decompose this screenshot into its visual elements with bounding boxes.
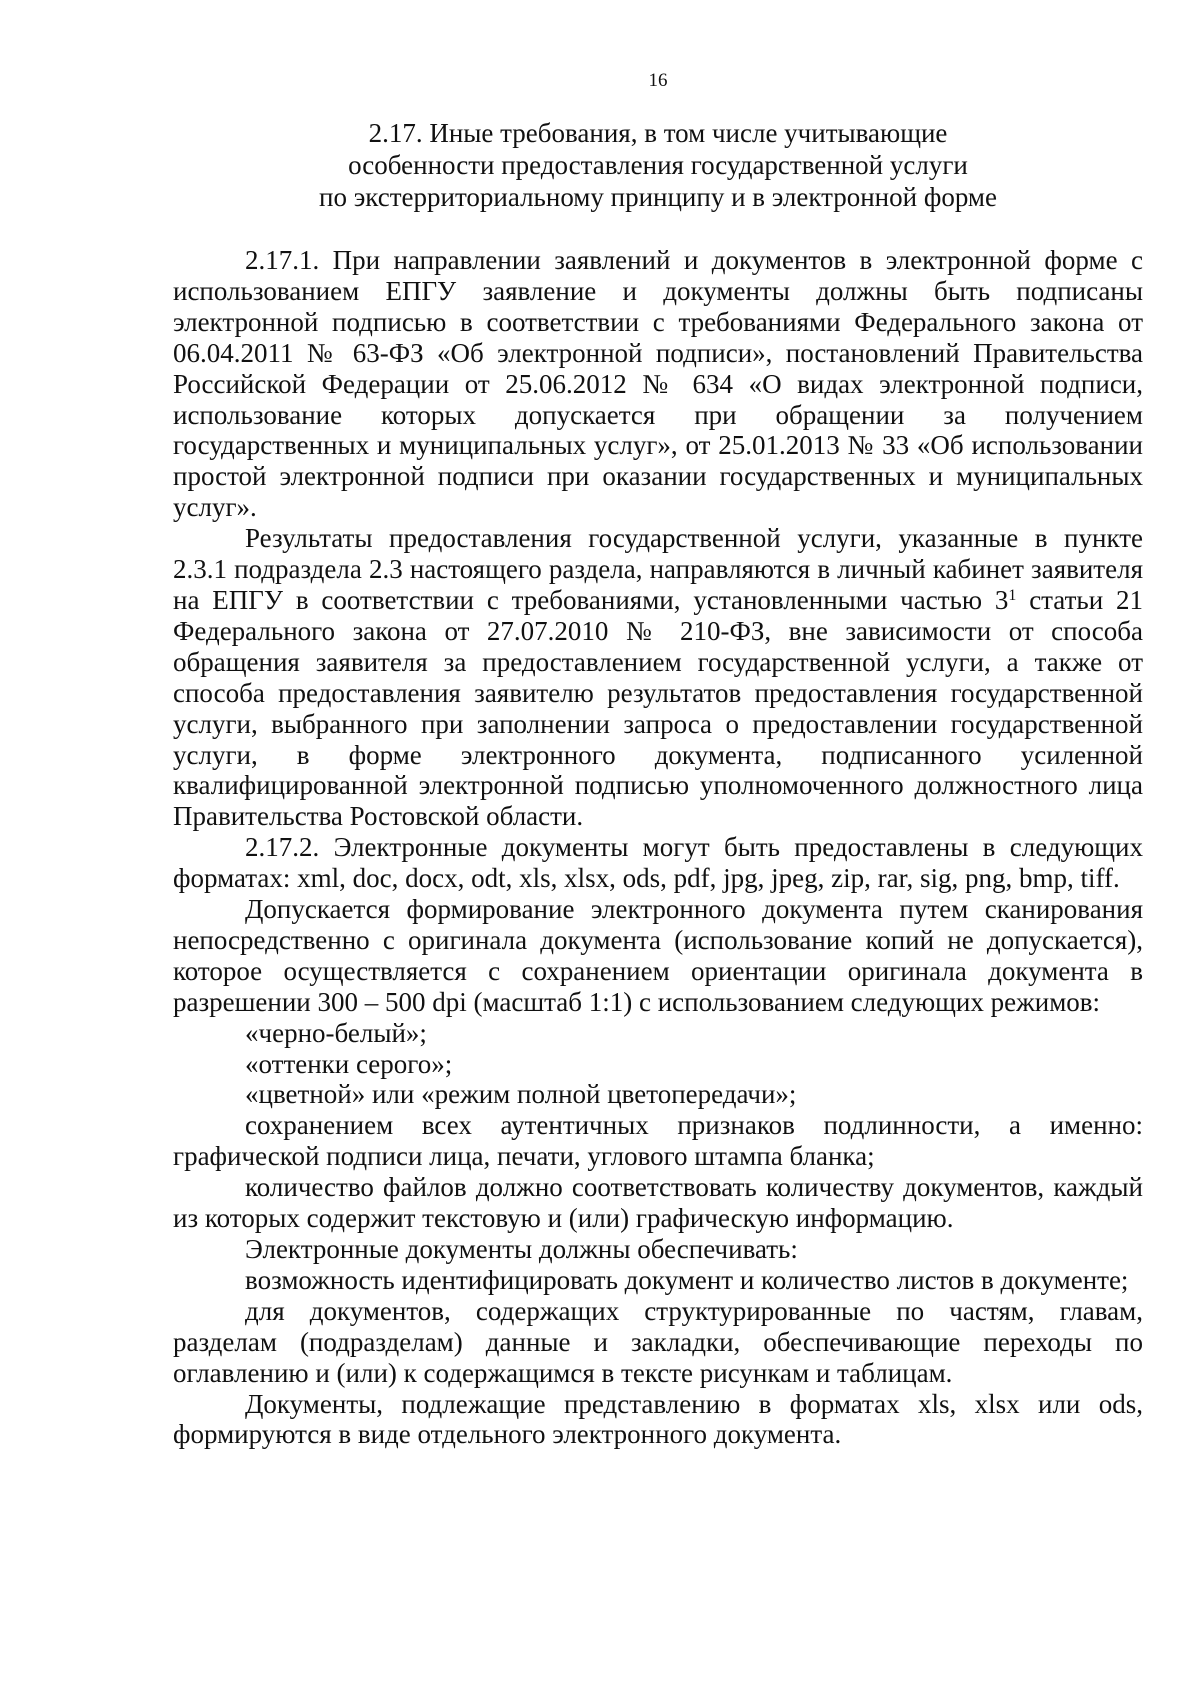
section-heading-line-1: 2.17. Иные требования, в том числе учитывающие — [368, 118, 948, 148]
paragraph-2-17-1: 2.17.1. При направлении заявлений и документов в электронной форме с использованием ЕПГУ заявление и документы должны быть подписаны электронной подписью в соответствии с требованиями Федерального закона от 06.04.2011 № 63-ФЗ «Об электронной подписи», постановлений Правительства Российской Федерации от 25.06.2012 № 634 «О видах электронной подписи, использование которых допускается при обращении за получением государственных и муниципальных услуг», от 25.01.2013 № 33 «Об использовании простой электронной подписи при оказании государственных и муниципальных услуг». — [173, 245, 1143, 523]
paragraph-2-17-2: 2.17.2. Электронные документы могут быть предоставлены в следующих форматах: xml, doc, docx, odt, xls, xlsx, ods, pdf, jpg, jpeg, zip, rar, sig, png, bmp, tiff. — [173, 832, 1143, 894]
paragraph-spreadsheet-formats: Документы, подлежащие представлению в форматах xls, xlsx или ods, формируются в виде отдельного электронного документа. — [173, 1388, 1143, 1450]
list-item-grayscale: «оттенки серого»; — [245, 1048, 453, 1079]
list-item-identify-document: возможность идентифицировать документ и количество листов в документе; — [245, 1264, 1129, 1295]
paragraph-results-text-start: Результаты предоставления государственной услуги, указанные в пункте 2.3.1 подраздела 2.3 настоящего раздела, направляются в личный кабинет заявителя на ЕПГУ в соответствии с требованиями, установленными частью 3 — [173, 523, 1143, 615]
list-item-structured-documents: для документов, содержащих структурированные по частям, главам, разделам (подразделам) данные и закладки, обеспечивающие переходы по оглавлению и (или) к содержащимся в тексте рисункам и таблицам. — [173, 1295, 1143, 1388]
paragraph-documents-must-provide: Электронные документы должны обеспечивать: — [245, 1234, 798, 1264]
document-body — [173, 245, 1143, 1450]
paragraph-results-text-end: статьи 21 Федерального закона от 27.07.2010 № 210-ФЗ, вне зависимости от способа обращения заявителя за предоставлением государственной услуги, а также от способа предоставления заявителю результатов предоставления государственной услуги, выбранного при заполнении запроса о предоставлении государственной услуги, в форме электронного документа, подписанного усиленной квалифицированной электронной подписью уполномоченного должностного лица Правительства Ростовской области. — [173, 584, 1143, 832]
superscript-one: 1 — [1008, 586, 1017, 604]
paragraph-scanning: Допускается формирование электронного документа путем сканирования непосредственно с оригинала документа (использование копий не допускается), которое осуществляется с сохранением ориентации оригинала документа в разрешении 300 – 500 dpi (масштаб 1:1) с использованием следующих режимов: — [173, 894, 1143, 1017]
section-heading-line-2: особенности предоставления государственной услуги — [348, 150, 968, 180]
paragraph-results — [173, 523, 1143, 832]
list-item-file-count: количество файлов должно соответствовать количеству документов, каждый из которых содержит текстовую и (или) графическую информацию. — [173, 1172, 1143, 1234]
list-item-color: «цветной» или «режим полной цветопередачи»; — [245, 1079, 797, 1110]
list-item-authenticity: сохранением всех аутентичных признаков подлинности, а именно: графической подписи лица, печати, углового штампа бланка; — [173, 1110, 1143, 1172]
list-item-black-white: «черно-белый»; — [245, 1017, 427, 1048]
section-heading-line-3: по экстерриториальному принципу и в электронной форме — [319, 182, 997, 212]
page-number: 16 — [648, 70, 668, 91]
section-heading — [173, 117, 1143, 213]
